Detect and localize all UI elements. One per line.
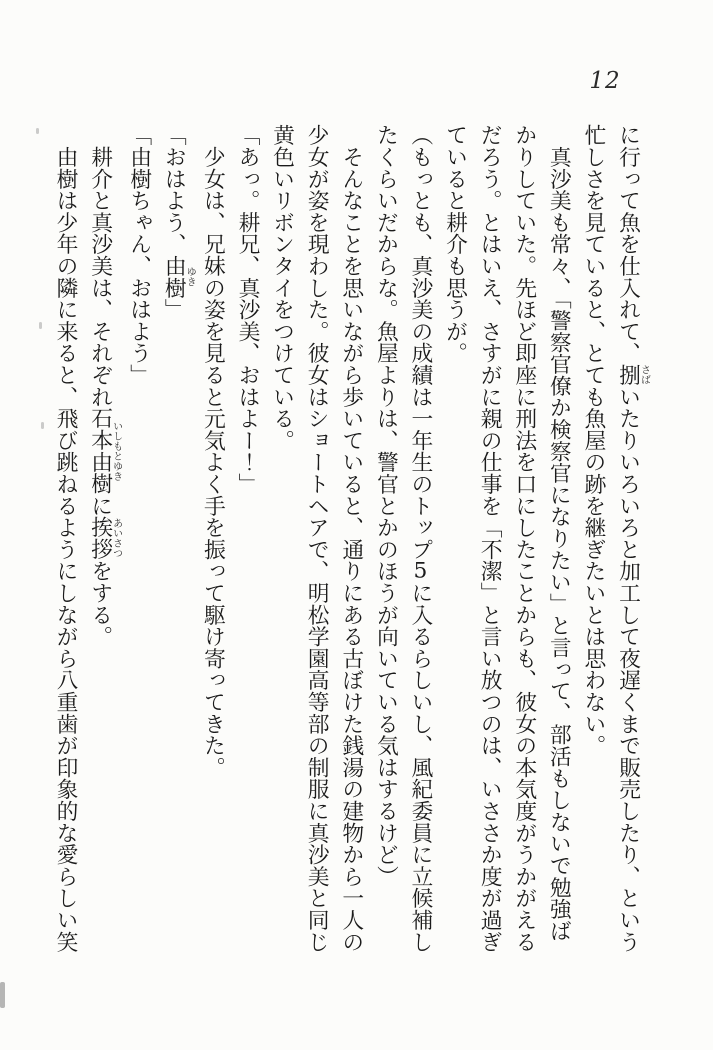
paragraph-7: 「おはよう、由樹ゆき」 [161, 124, 196, 321]
paragraph-10: 由樹は少年の隣に来ると、飛び跳ねるようにしながら八重歯が印象的な愛らしい笑 [53, 124, 78, 953]
scan-artifact [39, 322, 42, 329]
paragraph-9: 耕介と真沙美は、それぞれ石本由樹いしもとゆきに挨拶あいさつをする。 [87, 124, 122, 648]
scan-artifact [36, 128, 39, 134]
paragraph-4: そんなことを思いながら歩いていると、通りにある古ぼけた銭湯の建物から一人の少女が姿を現わした。彼女はショートヘアで、明松学園高等部の制服に真沙美と同じ黄色いリボンタイをつけている。 [269, 124, 364, 953]
paragraph-8: 「由樹ちゃん、おはよう」 [126, 124, 152, 386]
scan-artifact [41, 422, 44, 429]
paragraph-1: に行って魚を仕入れて、捌さばいたりいろいろと加工して夜遅くまで販売したり、という忙しさを見ていると、とても魚屋の跡を継ぎたいとは思わない。 [580, 124, 650, 953]
paragraph-2: 真沙美も常々、「警察官僚か検察官になりたい」と言って、部活もしないで勉強ばかりしていた。先ほど即座に刑法を口にしたことからも、彼女の本気度がうかがえるだろう。とはいえ、さすがに親の仕事を「不潔」と言い放つのは、いささか度が過ぎていると耕介も思うが。 [442, 124, 572, 953]
body-text [53, 124, 650, 956]
scan-artifact [0, 982, 5, 1008]
paragraph-6: 少女は、兄妹の姿を見ると元気よく手を振って駆け寄ってきた。 [200, 124, 226, 778]
page-number: 12 [589, 68, 621, 94]
paragraph-3: （もっとも、真沙美の成績は一年生のトップ5に入るらしいし、風紀委員に立候補したくらいだからな。魚屋よりは、警官とかのほうが向いている気はするけど） [373, 124, 433, 953]
paragraph-5: 「あっ。耕兄、真沙美、おはよー！」 [234, 124, 260, 495]
